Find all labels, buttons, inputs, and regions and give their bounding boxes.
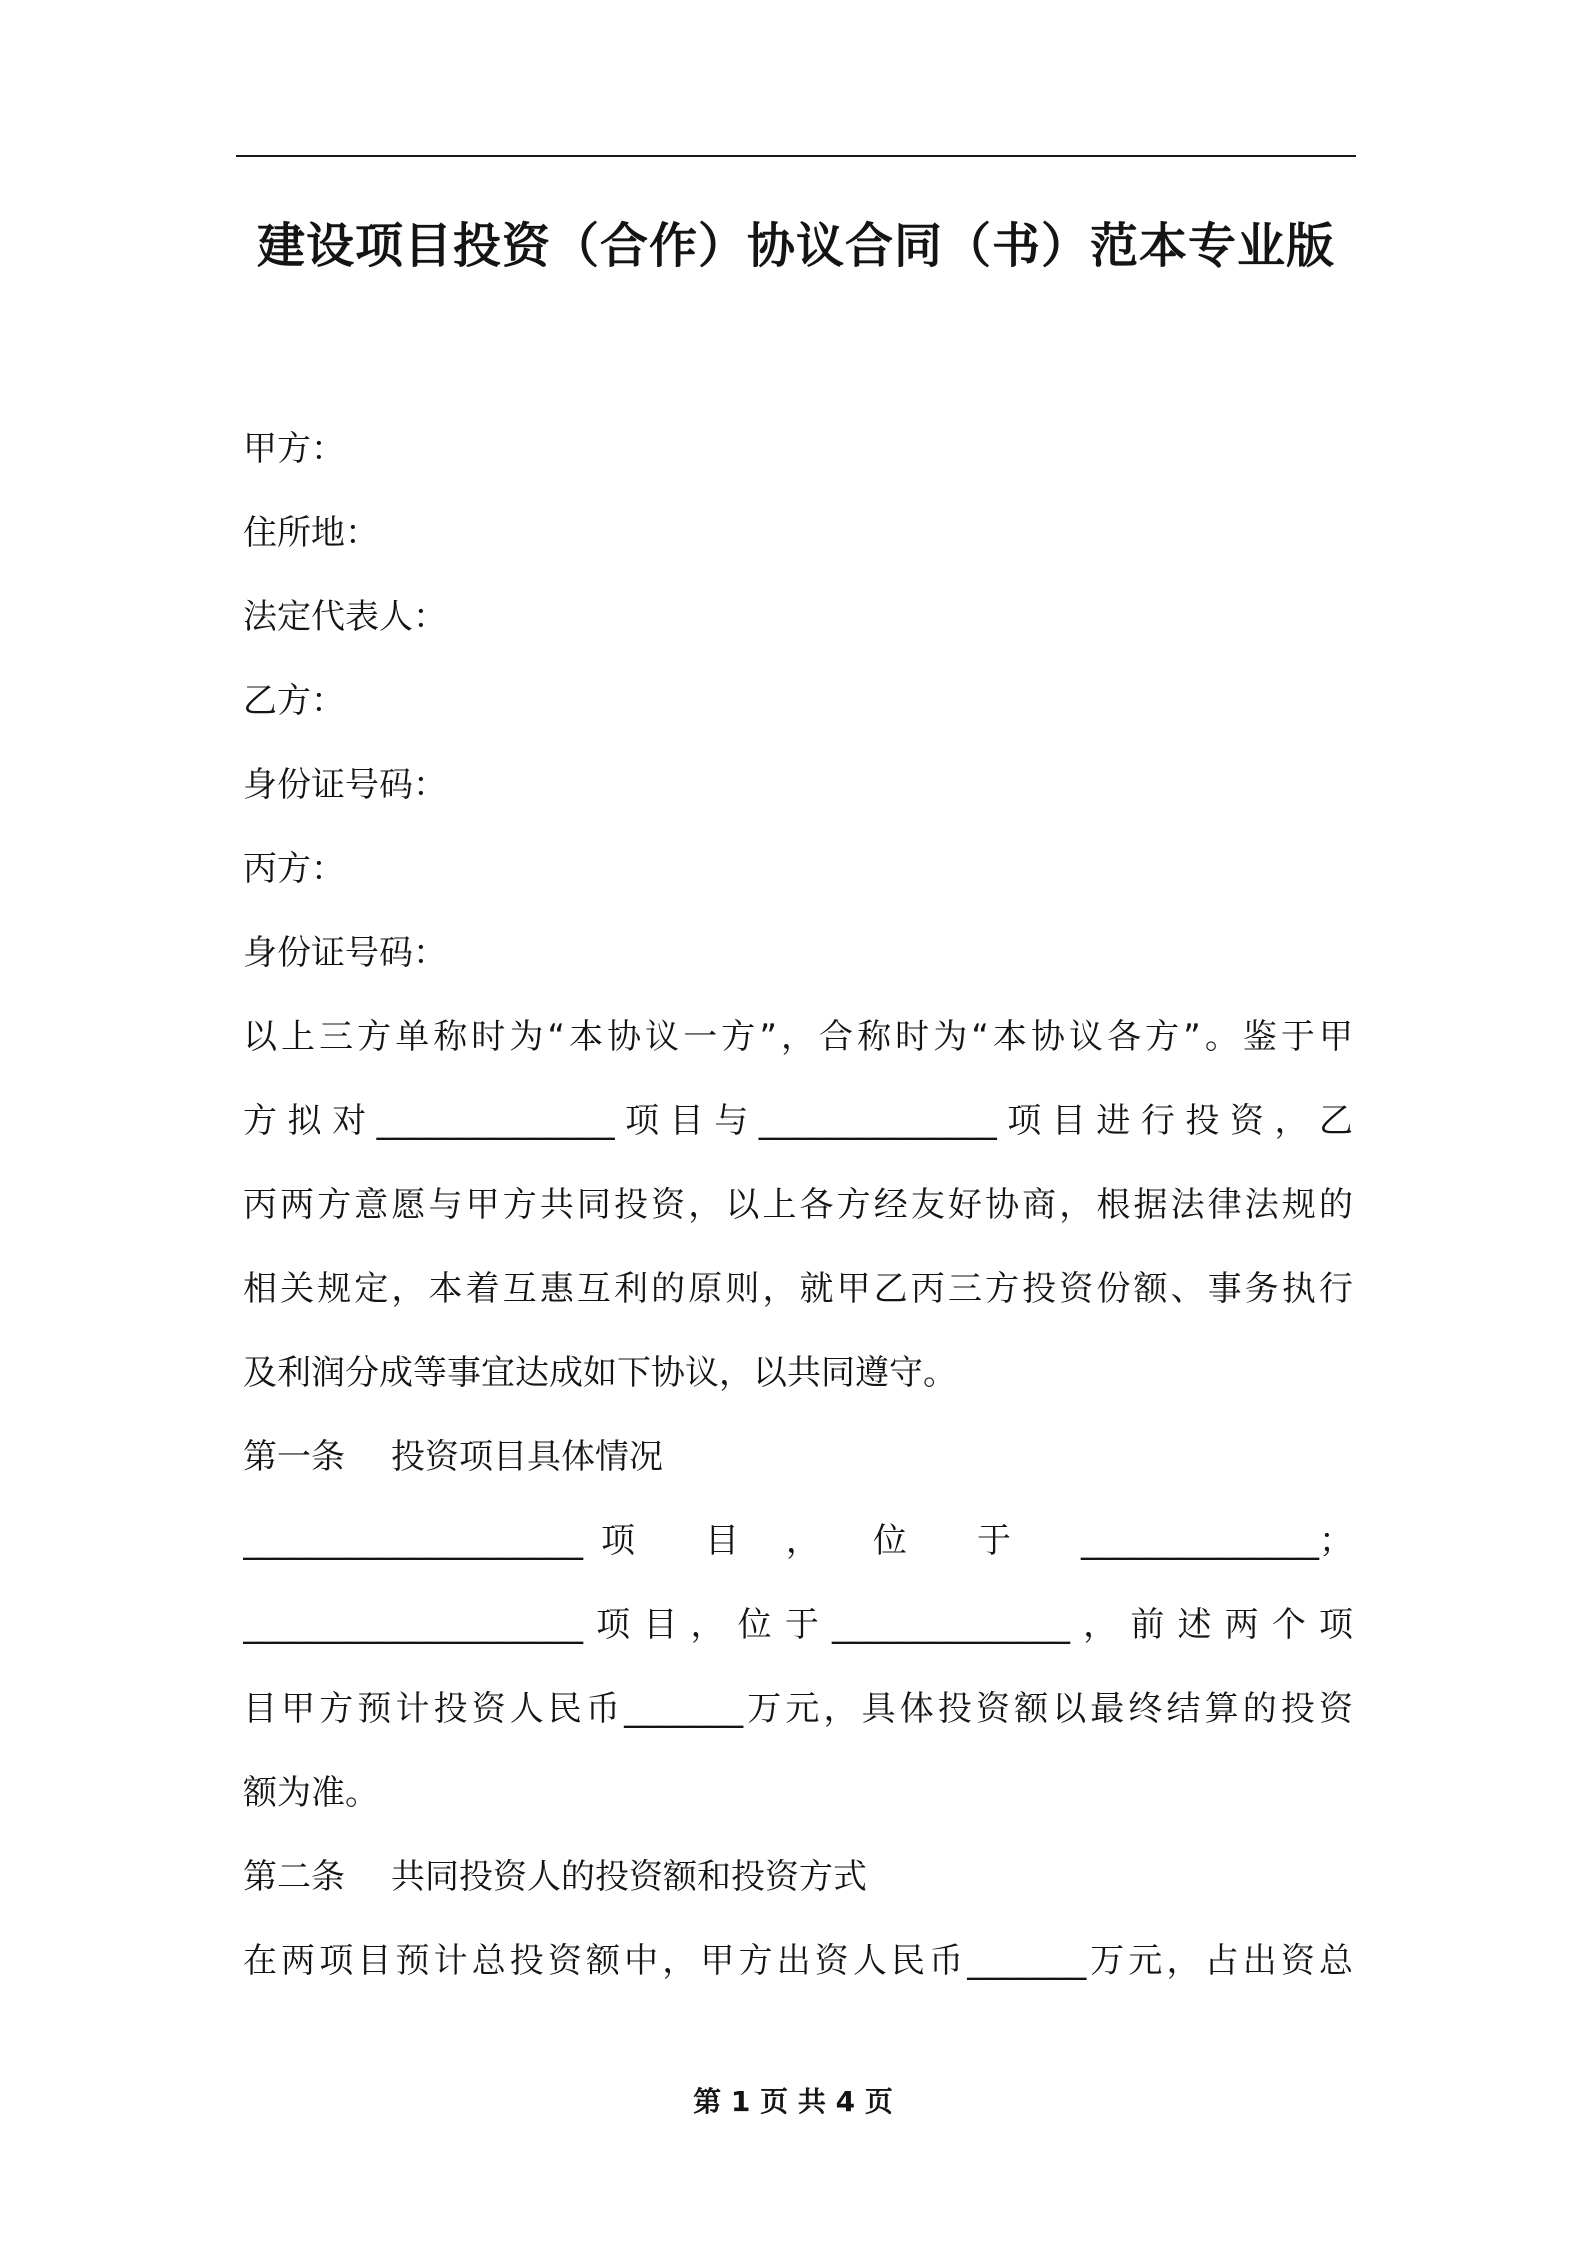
party-b-id-label: 身份证号码：: [243, 765, 447, 805]
preamble-line: 方拟对______________项目与______________项目进行投资，乙: [243, 1101, 1353, 1141]
article-1-number: 第一条: [243, 1437, 345, 1477]
party-b-label: 乙方：: [243, 681, 345, 721]
preamble-line: 以上三方单称时为“本协议一方”，合称时为“本协议各方”。鉴于甲: [243, 1017, 1353, 1057]
preamble-line: 丙两方意愿与甲方共同投资，以上各方经友好协商，根据法律法规的: [243, 1185, 1353, 1225]
header-rule: [236, 155, 1356, 157]
page-number-footer: 第 1 页 共 4 页: [693, 2085, 893, 2118]
preamble-line: 相关规定，本着互惠互利的原则，就甲乙丙三方投资份额、事务执行: [243, 1269, 1353, 1309]
article-2-line: 在两项目预计总投资额中，甲方出资人民币_______万元，占出资总: [243, 1941, 1353, 1981]
article-2-number: 第二条: [243, 1857, 345, 1897]
article-1-line: 额为准。: [243, 1773, 379, 1813]
party-a-legal-rep-label: 法定代表人：: [243, 597, 447, 637]
party-a-label: 甲方：: [243, 429, 345, 469]
party-c-label: 丙方：: [243, 849, 345, 889]
document-title: 建设项目投资（合作）协议合同（书）范本专业版: [256, 218, 1335, 274]
article-1-line: ____________________项 目 ， 位 于 ______________；: [243, 1521, 1353, 1561]
article-2-title: 共同投资人的投资额和投资方式: [391, 1857, 867, 1897]
preamble-line: 及利润分成等事宜达成如下协议，以共同遵守。: [243, 1353, 957, 1393]
party-c-id-label: 身份证号码：: [243, 933, 447, 973]
article-1-line: 目甲方预计投资人民币_______万元，具体投资额以最终结算的投资: [243, 1689, 1353, 1729]
article-1-title: 投资项目具体情况: [391, 1437, 663, 1477]
article-2-heading: [243, 1835, 1353, 1919]
article-1-heading: [243, 1415, 1353, 1499]
article-1-line: ____________________项目，位于______________，前述两个项: [243, 1605, 1353, 1645]
document-body: [243, 407, 1353, 2003]
party-a-address-label: 住所地：: [243, 513, 379, 553]
